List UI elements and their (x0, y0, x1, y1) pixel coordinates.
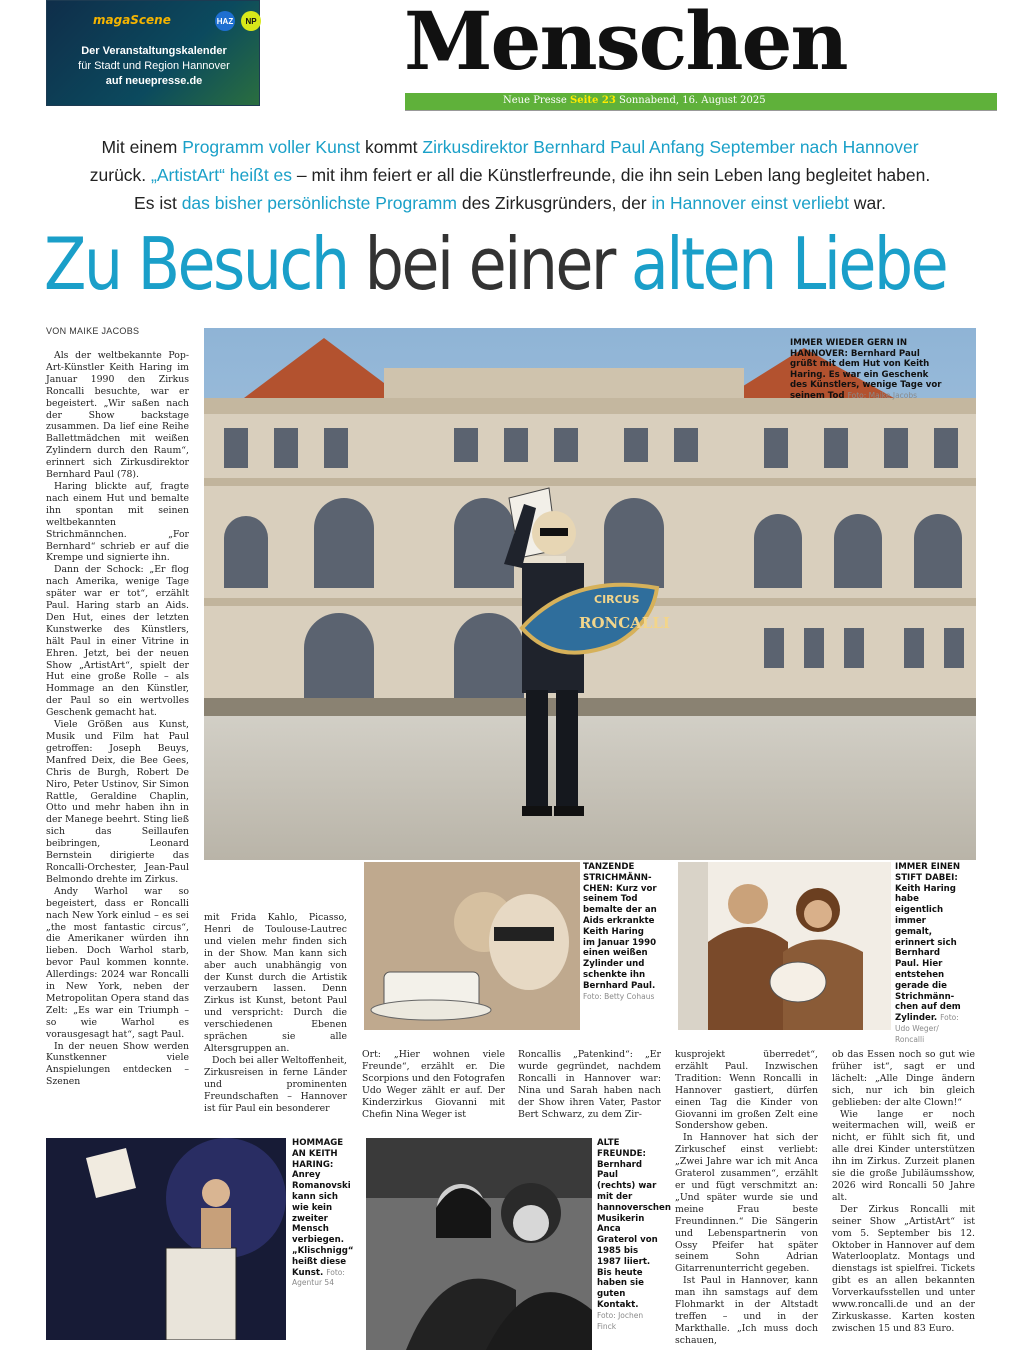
haring-hat-photo (364, 862, 580, 1030)
tanzende-caption: TANZENDE STRICHMÄNN-CHEN: Kurz vor seinem Tod bemalte der an Aids erkrankte Keith Haring im Januar 1990 einen weißen Zylinder und schenkte ihn Bernhard Paul. Foto: Betty Cohaus (583, 862, 657, 1001)
hommage-photo (46, 1138, 286, 1340)
paragraph: Ort: „Hier wohnen viele Freunde“, erzählt er. Die Scorpions und den Fotografen Udo Weger zählt er auf. Der Kinderzirkus Giovanni mit Chefin Nina Weger ist (362, 1049, 505, 1120)
sign-top: CIRCUS (594, 593, 640, 606)
paragraph: Andy Warhol war so begeistert, dass er Roncalli nach New York einlud – es sei „the most fantastic circus“, die Amerikaner würden ihn lieben. Doch Warhol starb, bevor Paul kommen konnte. Allerdings: 2024 war Roncalli in New York, neben der Metropolitan Opera stand das Zelt: „Es war ein Triumph – so wie Warhol es vorausgesagt hat“, sagt Paul. (46, 885, 189, 1040)
hommage-photo-art (46, 1138, 286, 1340)
article-column-2 (204, 912, 347, 1114)
paragraph: Ist Paul in Hannover, kann man ihn samstags auf dem Flohmarkt in der Altstadt treffen – und in der Markthalle. „Ich muss doch schauen, (675, 1275, 818, 1346)
ad-line-1: Der Veranstaltungskalender (81, 45, 227, 57)
paragraph: Dann der Schock: „Er flog nach Amerika, wenige Tage später war er tot“, erzählt Paul. Haring starb an Aids. Den Hut, eines der letzten Kunstwerke des Künstlers, hält Paul in einer Vitrine in Ehren. Jetzt, bei der neuen Show „ArtistArt“, spielt der Hut eine große Rolle – als Hommage an den Künstler, der Paul so ein wertvolles Geschenk gemacht hat. (46, 564, 189, 719)
stift-caption: IMMER EINEN STIFT DABEI: Keith Haring habe eigentlich immer gemalt, erinnert sich Bernhard Paul. Hier entstehen gerade die Strichmänn-chen auf dem Zylinder. Foto: Udo Weger/ Roncalli (895, 862, 961, 1044)
section-title: Menschen (404, 0, 847, 88)
freunde-photo-art (366, 1138, 592, 1350)
paragraph: In Hannover hat sich der Zirkuschef einst verliebt: „Zwei Jahre war ich mit Anca Graterol zusammen“, erzählt er und fügt verschmitzt an: „Und später wurde sie und meine Frau beste Freundinnen.“ Die Sängerin und Lebenspartnerin von Ossy Pfeifer hat später seinem Sohn Adrian Gitarrenunterricht gegeben. (675, 1132, 818, 1275)
folio-date: Sonnabend, 16. August 2025 (618, 95, 766, 106)
drawing-photo-art (678, 862, 891, 1030)
folio-bar (405, 93, 997, 110)
paragraph: Haring blickte auf, fragte nach einem Hut und bemalte ihn spontan mit seinen weltbekannten Strichmännchen. „For Bernhard“ schrieb er auf die Krempe und signierte ihn. (46, 480, 189, 564)
folio-text (503, 95, 766, 106)
paragraph: Roncallis „Patenkind“: „Er wurde gegründet, nachdem Roncalli in Hannover war: Nina und Sarah haben nach der Show ihren Vater, Pastor Bert Schwarz, zu dem Zir- (518, 1049, 661, 1120)
haring-drawing-photo (678, 862, 891, 1030)
ad-line-3: auf neuepresse.de (105, 75, 203, 87)
header-rule (405, 110, 997, 111)
paragraph: mit Frida Kahlo, Picasso, Henri de Toulouse-Lautrec und vielen mehr finden sich in der Show. Man kann sich aber auch unabhängig von der Kunst durch die Artistik verzaubern lassen. Denn Zirkus ist Kunst, betont Paul und verspricht: Durch die verschiedenen Ebenen sprächen sie alle Altersgruppen an. (204, 912, 347, 1054)
folio-paper: Neue Presse (503, 95, 567, 106)
alte-freunde-photo (366, 1138, 592, 1350)
paragraph: Als der weltbekannte Pop-Art-Künstler Keith Haring im Januar 1990 den Zirkus Roncalli besuchte, war er begeistert. „Wir saßen nach der Show backstage zusammen. Da lief eine Reihe Ballettmädchen mit weißen Zylindern durch den Raum“, erinnert sich Zirkusdirektor Bernhard Paul (78). (46, 350, 189, 481)
ad-badge-np: NP (241, 11, 261, 31)
article-column-1 (46, 350, 189, 1088)
article-column-4 (518, 1049, 661, 1120)
article-headline: Zu Besuch bei einer alten Liebe (44, 222, 947, 306)
paragraph: kusprojekt überredet“, erzählt Paul. Inzwischen Tradition: Wenn Roncalli in Hannover gastiert, dürfen einen Tag die Kinder von Giovanni im großen Zelt eine Sondershow geben. (675, 1049, 818, 1132)
article-column-5 (675, 1049, 818, 1347)
paragraph: In der neuen Show werden Kunstkenner viele Anspielungen entdecken – Szenen (46, 1040, 189, 1088)
hat-photo-art (364, 862, 580, 1030)
folio-page: Seite 23 (570, 95, 616, 106)
byline: VON MAIKE JACOBS (46, 326, 140, 336)
paragraph: Der Zirkus Roncalli mit seiner Show „ArtistArt“ ist vom 5. September bis 12. Oktober in Hannover auf dem Waterlooplatz. Montags und dienstags ist spielfrei. Tickets gibt es an allen bekannten Vorverkaufsstellen und unter www.roncalli.de und an der Zirkuskasse. Karten kosten zwischen 15 und 83 Euro. (832, 1203, 975, 1334)
intro-teaser: Mit einem Programm voller Kunst kommt Zirkusdirektor Bernhard Paul Anfang September nach Hannover zurück. „ArtistArt“ heißt es – mit ihm feiert er all die Künstlerfreunde, die ihn sein Leben lang begleitet haben. Es ist das bisher persönlichste Programm des Zirkusgründers, der in Hannover einst verliebt war. (89, 137, 931, 213)
ad-brand: magaScene (93, 13, 171, 27)
sign-main: RONCALLI (579, 614, 670, 632)
ad-badge-haz: HAZ (215, 11, 235, 31)
town-hall-photo (204, 328, 976, 860)
hommage-caption: HOMMAGE AN KEITH HARING: Anrey Romanovski kann sich wie kein zweiter Mensch verbiegen. „Klischnigg“ heißt diese Kunst. Foto: Agentur 54 (292, 1138, 354, 1288)
paragraph: Viele Größen aus Kunst, Musik und Film hat Paul getroffen: Joseph Beuys, Manfred Deix, die Bee Gees, Chris de Burgh, Robert De Niro, Peter Ustinov, Sir Simon Rattle, Geraldine Chaplin, Otto und mehr haben ihn in der Manege beehrt. Sting ließ sich das Seillaufen beibringen, Leonard Bernstein dirigierte das Roncalli-Orchester, Jean-Paul Belmondo drehte im Zirkus. (46, 719, 189, 885)
freunde-caption: ALTE FREUNDE: Bernhard Paul (rechts) war mit der hannoverschen Musikerin Anca Graterol von 1985 bis 1987 liiert. Bis heute haben sie guten Kontakt. Foto: Jochen Finck (597, 1138, 671, 1331)
main-photo (204, 328, 976, 860)
article-column-6 (832, 1049, 975, 1335)
calendar-ad[interactable] (46, 0, 260, 106)
paragraph: Wie lange er noch weitermachen will, weiß er nicht, er fühlt sich fit, und alle drei Kinder unterstützen ihn im Zirkus. Zurzeit planen sie die große Jubiläumsshow, 2026 wird Roncalli 50 Jahre alt. (832, 1108, 975, 1203)
paragraph: Doch bei aller Weltoffenheit, Zirkusreisen in ferne Länder und prominenten Freundschaften – Hannover ist für Paul ein besonderer (204, 1054, 347, 1114)
main-photo-caption: IMMER WIEDER GERN IN HANNOVER: Bernhard Paul grüßt mit dem Hut von Keith Haring. Es war ein Geschenk des Künstlers, wenige Tage vor seinem Tod Foto: Maike Jacobs (790, 338, 942, 401)
ad-line-2: für Stadt und Region Hannover (78, 60, 230, 72)
article-column-3 (362, 1049, 505, 1120)
paragraph: ob das Essen noch so gut wie früher ist“, sagt er und lächelt: „Alle Dinge ändern sich, nur ich bin gleich geblieben: der alte Clown!“ (832, 1049, 975, 1108)
